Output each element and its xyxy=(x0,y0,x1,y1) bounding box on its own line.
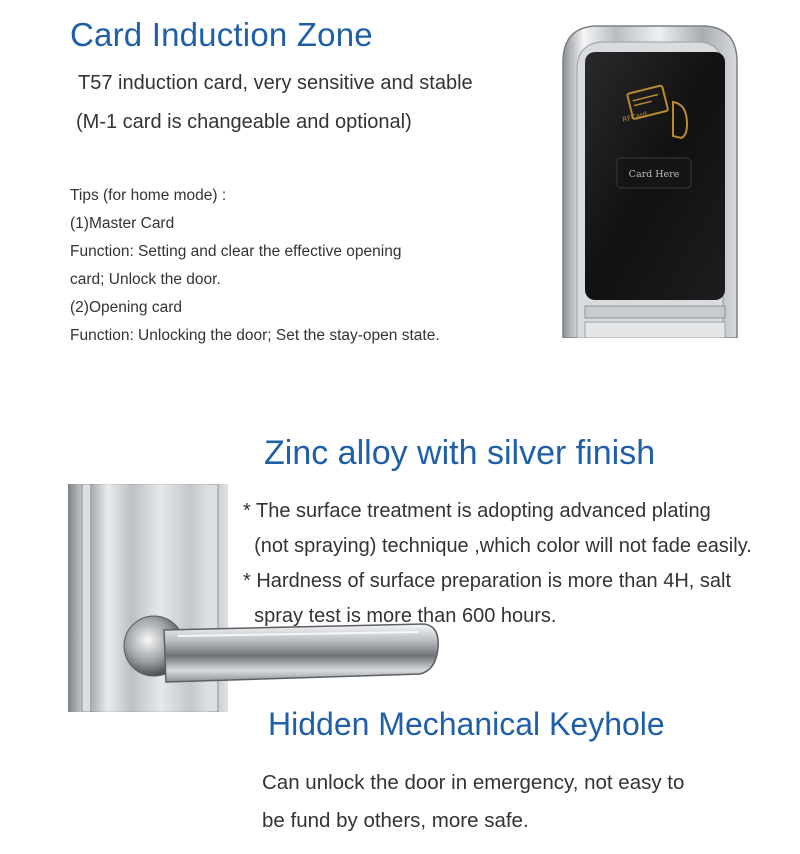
keyhole-text xyxy=(262,764,684,840)
finish-bullet-1-cont: (not spraying) technique ,which color will not fade easily. xyxy=(243,535,752,557)
finish-bullet-2-cont: spray test is more than 600 hours. xyxy=(243,605,557,627)
finish-bullets xyxy=(243,494,752,634)
tips-list xyxy=(70,182,440,350)
tips-opening-function: Function: Unlocking the door; Set the stay-open state. xyxy=(70,327,440,344)
keyhole-line-2: be fund by others, more safe. xyxy=(262,809,529,832)
panel-logo-text: RFCard xyxy=(621,110,648,124)
tips-opening-card: (2)Opening card xyxy=(70,299,183,316)
card-zone-title: Card Induction Zone xyxy=(70,16,373,53)
finish-title: Zinc alloy with silver finish xyxy=(264,434,656,472)
finish-bullet-2: * Hardness of surface preparation is more than 4H, salt xyxy=(243,570,732,592)
tips-master-card: (1)Master Card xyxy=(70,215,175,232)
panel-card-here-label: Card Here xyxy=(628,169,680,180)
keyhole-title: Hidden Mechanical Keyhole xyxy=(268,706,665,742)
tips-master-function: Function: Setting and clear the effective opening xyxy=(70,243,402,260)
keyhole-line-1: Can unlock the door in emergency, not easy to xyxy=(262,771,685,794)
finish-bullet-1: * The surface treatment is adopting advanced plating xyxy=(243,500,711,522)
tips-heading: Tips (for home mode) : xyxy=(70,187,227,204)
card-zone-line-2: (M-1 card is changeable and optional) xyxy=(76,111,412,133)
card-zone-line-1: T57 induction card, very sensitive and stable xyxy=(78,72,473,94)
card-reader-image xyxy=(555,22,745,338)
tips-master-function-cont: card; Unlock the door. xyxy=(70,271,221,288)
